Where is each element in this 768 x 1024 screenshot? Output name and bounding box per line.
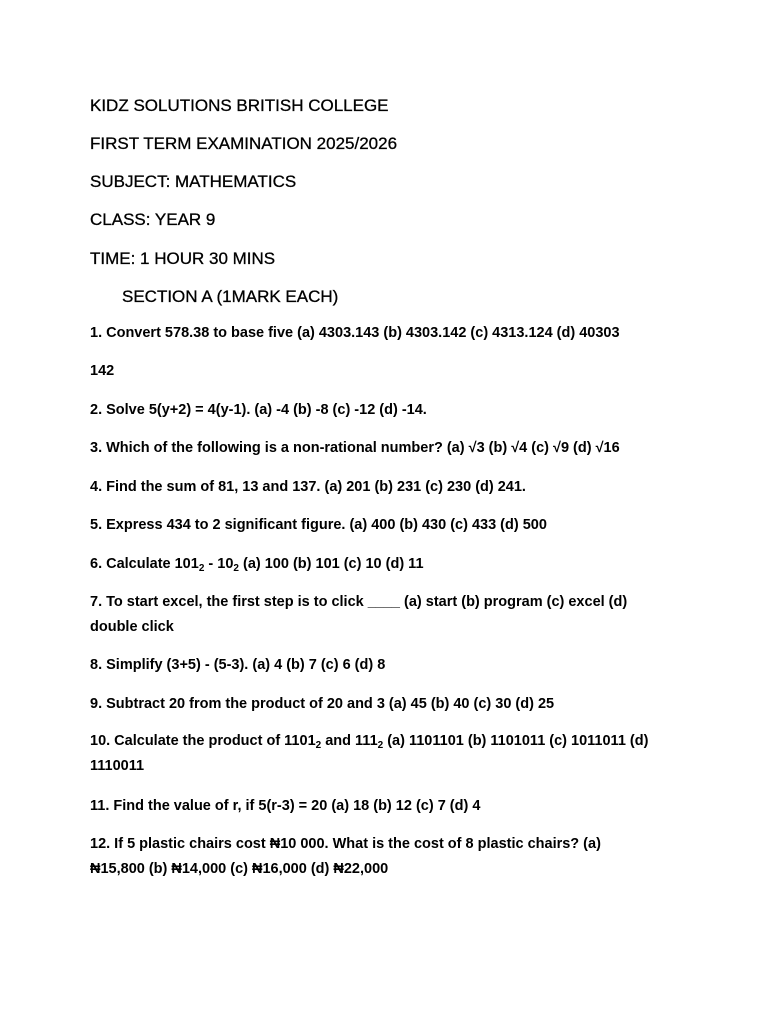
question-10-subscript-2: 2 bbox=[377, 740, 384, 751]
question-1-line-1: 1. Convert 578.38 to base five (a) 4303.143 (b) 4303.142 (c) 4313.124 (d) 40303 bbox=[90, 325, 620, 341]
section-heading: SECTION A (1MARK EACH) bbox=[122, 287, 339, 306]
question-12: 12. If 5 plastic chairs cost ₦10 000. What is the cost of 8 plastic chairs? (a) ₦15,800 (b) ₦14,000 (c) ₦16,000 (d) ₦22,000 bbox=[90, 836, 601, 877]
question-6-text-c: (a) 100 (b) 101 (c) 10 (d) 11 bbox=[238, 556, 424, 572]
question-6-text-a: 6. Calculate 101 bbox=[90, 556, 199, 572]
question-6-subscript-2: 2 bbox=[233, 563, 239, 574]
question-10-text-a: 10. Calculate the product of 1101 bbox=[90, 733, 316, 749]
question-10-subscript-1: 2 bbox=[315, 740, 322, 751]
question-6-subscript-1: 2 bbox=[198, 563, 205, 574]
subject-line: SUBJECT: MATHEMATICS bbox=[90, 172, 297, 191]
question-3: 3. Which of the following is a non-rational number? (a) √3 (b) √4 (c) √9 (d) √16 bbox=[90, 440, 620, 456]
question-10-text-b: and 111 bbox=[321, 733, 378, 749]
exam-title: FIRST TERM EXAMINATION 2025/2026 bbox=[90, 134, 398, 153]
question-6 bbox=[90, 554, 424, 574]
question-11: 11. Find the value of r, if 5(r-3) = 20 (a) 18 (b) 12 (c) 7 (d) 4 bbox=[90, 798, 481, 814]
question-4: 4. Find the sum of 81, 13 and 137. (a) 201 (b) 231 (c) 230 (d) 241. bbox=[90, 479, 526, 495]
question-9: 9. Subtract 20 from the product of 20 and 3 (a) 45 (b) 40 (c) 30 (d) 25 bbox=[90, 696, 555, 712]
question-2: 2. Solve 5(y+2) = 4(y-1). (a) -4 (b) -8 (c) -12 (d) -14. bbox=[90, 402, 427, 418]
question-10 bbox=[90, 729, 650, 779]
question-7: 7. To start excel, the first step is to click ____ (a) start (b) program (c) excel (d) double click bbox=[90, 594, 628, 635]
time-line: TIME: 1 HOUR 30 MINS bbox=[90, 249, 276, 268]
question-6-text-b: - 10 bbox=[204, 556, 234, 572]
school-name: KIDZ SOLUTIONS BRITISH COLLEGE bbox=[90, 96, 389, 115]
question-1-line-2: 142 bbox=[90, 363, 115, 379]
class-line: CLASS: YEAR 9 bbox=[90, 210, 216, 229]
question-8: 8. Simplify (3+5) - (5-3). (a) 4 (b) 7 (c) 6 (d) 8 bbox=[90, 657, 386, 673]
question-10-text-c: (a) 1101101 (b) 1101011 (c) 1011011 (d) 1110011 bbox=[90, 733, 649, 774]
question-5: 5. Express 434 to 2 significant figure. (a) 400 (b) 430 (c) 433 (d) 500 bbox=[90, 517, 547, 533]
